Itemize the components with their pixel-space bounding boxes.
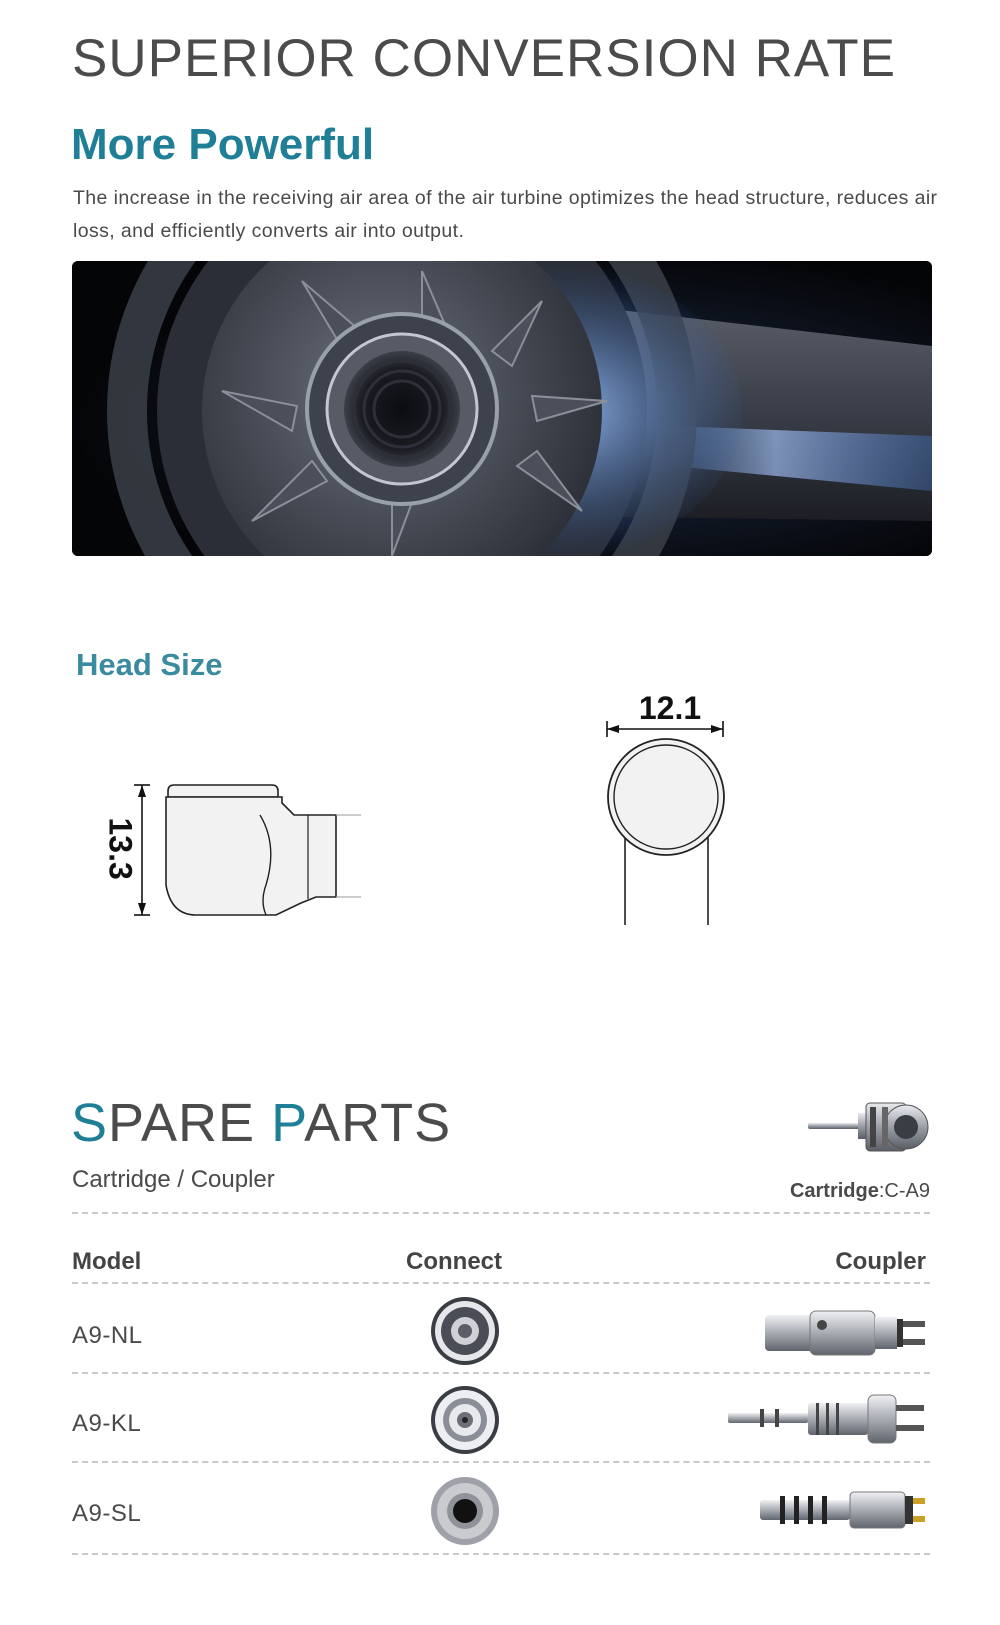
divider xyxy=(72,1553,930,1555)
connector-image-nl xyxy=(430,1296,500,1366)
turbine-illustration xyxy=(72,261,932,556)
column-header-model: Model xyxy=(72,1248,142,1275)
cartridge-label-key: Cartridge xyxy=(789,1180,879,1202)
spare-title-initial-s: S xyxy=(71,1093,109,1153)
connector-image-kl xyxy=(430,1385,500,1455)
table-row-model: A9-KL xyxy=(72,1410,142,1437)
cartridge-label-separator: : xyxy=(878,1180,885,1202)
spare-title-rest-2: ARTS xyxy=(304,1093,452,1153)
table-row-model: A9-SL xyxy=(72,1500,142,1527)
page-title: SUPERIOR CONVERSION RATE xyxy=(72,29,897,88)
spare-title-rest-1: PARE xyxy=(108,1093,272,1153)
spare-parts-subtitle: Cartridge / Coupler xyxy=(72,1166,275,1193)
head-top-view-diagram xyxy=(595,715,745,930)
spare-title-initial-p: P xyxy=(271,1093,305,1153)
coupler-image-sl xyxy=(720,1480,930,1540)
divider xyxy=(72,1461,930,1463)
connector-image-sl xyxy=(430,1476,500,1546)
spare-parts-title xyxy=(71,1092,451,1154)
cartridge-image xyxy=(808,1095,933,1160)
column-header-coupler: Coupler xyxy=(835,1248,926,1275)
section-description: The increase in the receiving air area of the air turbine optimizes the head structure, reduces air loss, and efficiently converts air into output. xyxy=(73,187,938,242)
coupler-image-nl xyxy=(720,1303,930,1363)
coupler-image-kl xyxy=(720,1389,930,1449)
divider xyxy=(72,1212,930,1214)
head-width-value: 12.1 xyxy=(638,690,702,726)
section-subtitle: More Powerful xyxy=(71,120,375,169)
cartridge-model: C-A9 xyxy=(884,1180,930,1202)
table-row-model: A9-NL xyxy=(72,1322,143,1349)
divider xyxy=(72,1372,930,1374)
column-header-connect: Connect xyxy=(406,1248,502,1275)
cartridge-label xyxy=(790,1180,930,1203)
divider xyxy=(72,1282,930,1284)
head-height-value: 13.3 xyxy=(102,817,139,880)
turbine-hero-image xyxy=(72,261,932,556)
head-size-title: Head Size xyxy=(76,647,223,682)
